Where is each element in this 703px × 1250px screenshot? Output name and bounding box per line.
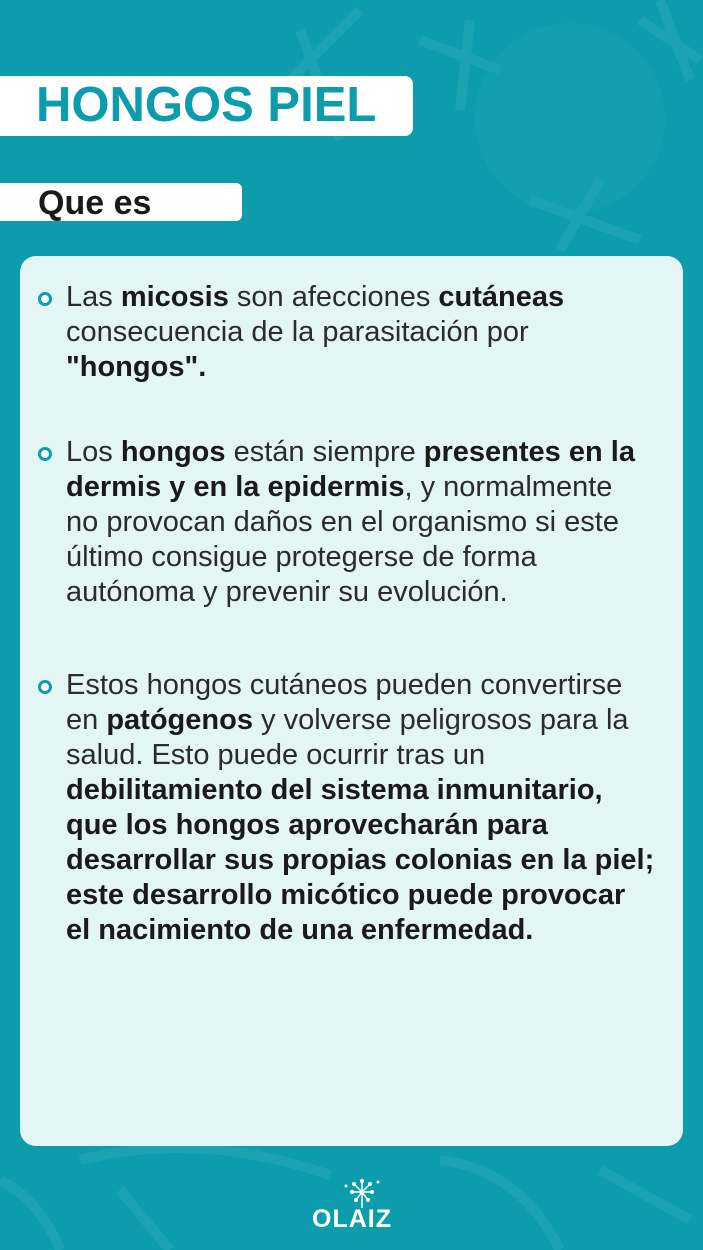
bold-text-segment: el nacimiento de una enfermedad. <box>66 914 534 946</box>
brand-logo-text: OLAIZ <box>312 1205 392 1233</box>
page-title: HONGOS PIEL <box>36 78 377 132</box>
text-line <box>66 575 686 610</box>
text-line <box>66 913 686 948</box>
bold-text-segment: debilitamiento del sistema inmunitario, <box>66 774 603 806</box>
bold-text-segment: desarrollar sus propias colonias en la piel; <box>66 844 655 876</box>
bold-text-segment: micosis <box>120 281 229 313</box>
text-segment: son afecciones <box>228 281 439 313</box>
text-segment: Las <box>66 281 121 313</box>
text-segment: en <box>66 704 107 736</box>
text-segment: último consigue protegerse de forma <box>66 541 537 573</box>
text-segment: y volverse peligrosos para la <box>252 704 629 736</box>
bold-text-segment: dermis y en la epidermis <box>66 471 405 503</box>
list-item <box>66 435 686 610</box>
bold-text-segment: este desarrollo micótico puede provocar <box>66 879 626 911</box>
text-line <box>66 703 686 738</box>
text-line <box>66 280 686 315</box>
text-segment: Los <box>66 436 121 468</box>
bullet-icon <box>38 447 52 461</box>
bullet-icon <box>38 680 52 694</box>
text-line <box>66 878 686 913</box>
text-segment: no provocan daños en el organismo si este <box>66 506 619 538</box>
text-segment: autónoma y prevenir su evolución. <box>66 576 508 608</box>
bold-text-segment: que los hongos aprovecharán para <box>66 809 548 841</box>
list-item <box>66 668 686 948</box>
text-segment: salud. Esto puede ocurrir tras un <box>66 739 486 771</box>
text-line <box>66 435 686 470</box>
text-line <box>66 315 686 350</box>
text-line <box>66 808 686 843</box>
text-line <box>66 668 686 703</box>
text-line <box>66 505 686 540</box>
bold-text-segment: presentes en la <box>423 436 635 468</box>
bold-text-segment: patógenos <box>106 704 253 736</box>
text-segment: , y normalmente <box>404 471 613 503</box>
bullet-icon <box>38 292 52 306</box>
list-item <box>66 280 686 385</box>
section-subtitle: Que es <box>38 184 152 222</box>
bold-text-segment: hongos <box>120 436 226 468</box>
bold-text-segment: cutáneas <box>438 281 565 313</box>
text-segment: consecuencia de la parasitación por <box>66 316 529 348</box>
text-segment: Estos hongos cutáneos pueden convertirse <box>66 669 623 701</box>
text-line <box>66 470 686 505</box>
text-line <box>66 350 686 385</box>
text-line <box>66 773 686 808</box>
text-line <box>66 843 686 878</box>
text-line <box>66 738 686 773</box>
bold-text-segment: "hongos". <box>66 351 207 383</box>
text-segment: están siempre <box>225 436 424 468</box>
text-line <box>66 540 686 575</box>
